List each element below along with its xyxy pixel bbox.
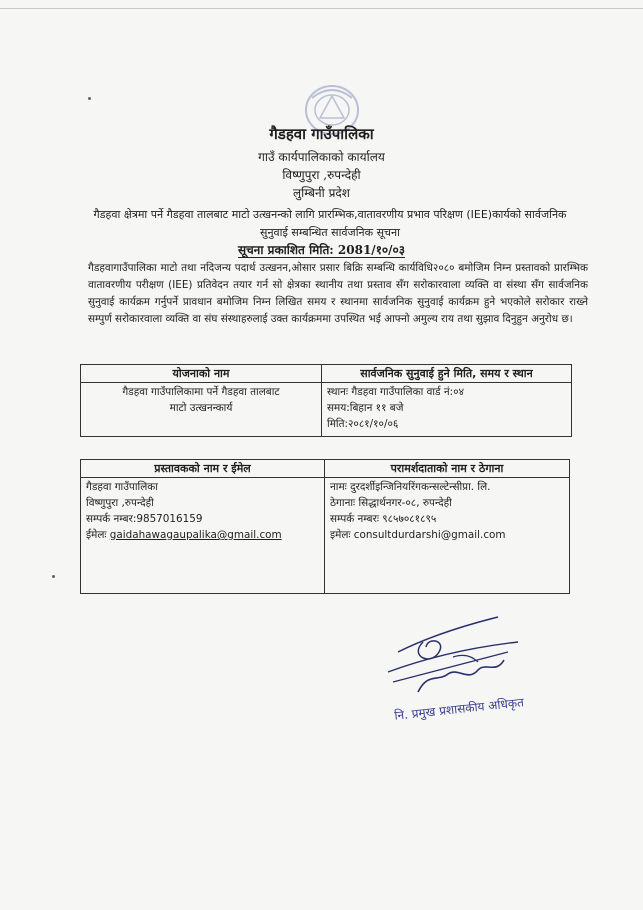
proponent-name: गैडहवा गाउँपालिका bbox=[86, 481, 158, 493]
hearing-date: मिति:२०८१/१०/०६ bbox=[327, 418, 399, 430]
notice-date-text: सूचना प्रकाशित मिति: 2081/१०/०३ bbox=[237, 243, 406, 257]
consultant-email: इमेलः consultdurdarshi@gmail.com bbox=[330, 529, 506, 541]
hearing-time: समय:बिहान ११ बजे bbox=[327, 402, 404, 414]
hearing-details-header: सार्वजनिक सुनुवाई हुने मिति, समय र स्थान bbox=[322, 365, 572, 383]
proponent-email-label: ईमेलः bbox=[86, 529, 107, 541]
scan-edge bbox=[0, 8, 643, 9]
handwritten-signature bbox=[378, 612, 528, 707]
consultant-contact: सम्पर्क नम्बरः ९८५७०८१८९५ bbox=[330, 513, 437, 525]
consultant-address: ठेगानाः सिद्धार्थनगर-०८, रुपन्देही bbox=[330, 497, 452, 509]
office-subtitle: गाउँ कार्यपालिकाको कार्यालय bbox=[258, 150, 385, 164]
scan-speck bbox=[52, 575, 55, 578]
proponent-cell bbox=[81, 478, 325, 594]
project-line-2: माटो उत्खनन्कार्य bbox=[169, 402, 233, 414]
consultant-header: परामर्शदाताको नाम र ठेगाना bbox=[325, 460, 570, 478]
office-province: लुम्बिनी प्रदेश bbox=[293, 186, 350, 200]
office-name: गैडहवा गाउँपालिका bbox=[269, 125, 374, 143]
proponent-contact: सम्पर्क नम्बर:9857016159 bbox=[86, 513, 203, 525]
proponent-email[interactable]: gaidahawagaupalika@gmail.com bbox=[109, 529, 282, 541]
project-name-cell bbox=[81, 383, 322, 437]
hearing-details-cell bbox=[322, 383, 572, 437]
consultant-cell bbox=[325, 478, 570, 594]
notice-date bbox=[0, 241, 643, 258]
proponent-address: विष्णुपुरा ,रुपन्देही bbox=[86, 497, 154, 509]
proponent-email-line bbox=[86, 527, 319, 543]
consultant-name: नामः दुरदर्शीइन्जिनियरिंगकन्सल्टेन्सीप्रा. लि. bbox=[330, 481, 491, 493]
contacts-table bbox=[80, 459, 570, 594]
project-line-1: गैडहवा गाउँपालिकामा पर्ने गैडहवा तालबाट bbox=[122, 386, 280, 398]
scan-speck bbox=[88, 97, 91, 100]
signatory-title: नि. प्रमुख प्रशासकीय अधिकृत bbox=[393, 695, 525, 723]
notice-body: गैडहवागाउँपालिका माटो तथा नदिजन्य पदार्थ उत्खनन,ओसार प्रसार बिक्रि सम्बन्धि कार्यविधि२०८० बमोजिम निम्न प्रस्तावको प्रारम्भिक वातावरणीय परीक्षण (IEE) प्रतिवेदन तयार गर्न सो क्षेत्रका स्थानीय तथा प्रस्ताव सँग सरोकारवाला व्यक्ति वा संस्था सँग सार्वजनिक सुनुवाई कार्यक्रम गर्नुपर्ने प्रावधान बमोजिम निम्न लिखित समय र स्थानमा सार्वजनिक सुनुवाई कार्यक्रम हुने भएकोले सरोकार राख्ने सम्पुर्ण सरोकारवाला व्यक्ति वा संघ संस्थाहरुलाई उक्त कार्यक्रममा उपस्थित भई आफ्नो अमुल्य राय तथा सुझाव दिनुहुन अनुरोध छ। bbox=[88, 262, 588, 325]
hearing-table bbox=[80, 364, 572, 437]
office-address: विष्णुपुरा ,रुपन्देही bbox=[282, 168, 361, 182]
project-name-header: योजनाको नाम bbox=[81, 365, 322, 383]
hearing-place: स्थानः गैडहवा गाउँपालिका वार्ड नं:०४ bbox=[327, 386, 464, 398]
notice-subject: गैडहवा क्षेत्रमा पर्ने गैडहवा तालबाट माटो उत्खनन्को लागि प्रारम्भिक,वातावरणीय प्रभाव परिक्षण (IEE)कार्यको सार्वजनिक सुनुवाई सम्बन्धित सार्वजनिक सूचना bbox=[93, 208, 567, 239]
proponent-header: प्रस्तावकको नाम र ईमेल bbox=[81, 460, 325, 478]
